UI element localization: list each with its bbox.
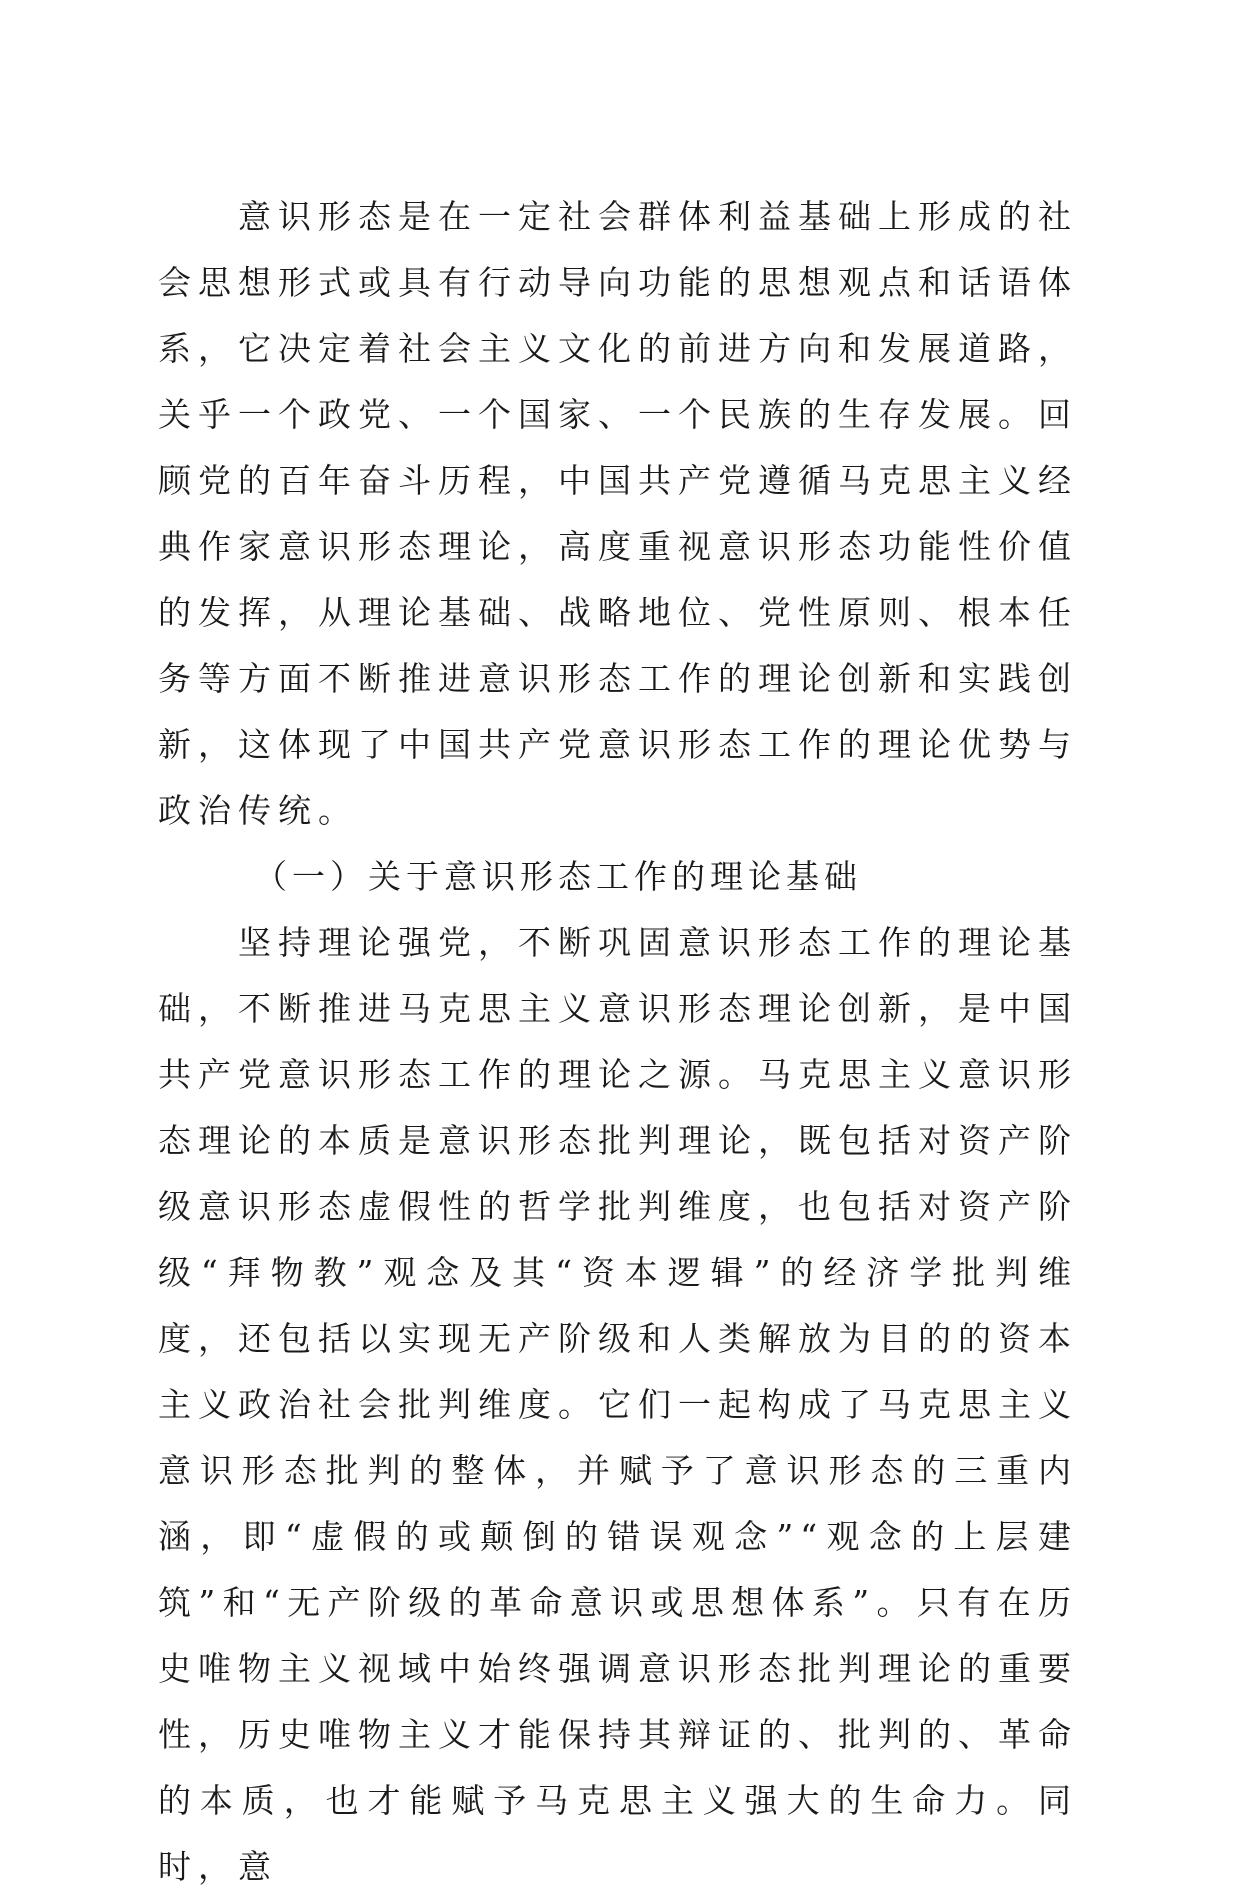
section-heading: （一）关于意识形态工作的理论基础	[254, 857, 862, 896]
theory-paragraph: 坚持理论强党，不断巩固意识形态工作的理论基础，不断推进马克思主义意识形态理论创新，是中国共产党意识形态工作的理论之源。马克思主义意识形态理论的本质是意识形态批判理论，既包括对资产阶级意识形态虚假性的哲学批判维度，也包括对资产阶级“拜物教”观念及其“资本逻辑”的经济学批判维度，还包括以实现无产阶级和人类解放为目的的资本主义政治社会批判维度。它们一起构成了马克思主义意识形态批判的整体，并赋予了意识形态的三重内涵，即“虚假的或颠倒的错误观念”“观念的上层建筑”和“无产阶级的革命意识或思想体系”。只有在历史唯物主义视域中始终强调意识形态批判理论的重要性，历史唯物主义才能保持其辩证的、批判的、革命的本质，也才能赋予马克思主义强大的生命力。同时，意	[158, 923, 1078, 1886]
intro-paragraph: 意识形态是在一定社会群体利益基础上形成的社会思想形式或具有行动导向功能的思想观点和话语体系，它决定着社会主义文化的前进方向和发展道路，关乎一个政党、一个国家、一个民族的生存发展。回顾党的百年奋斗历程，中国共产党遵循马克思主义经典作家意识形态理论，高度重视意识形态功能性价值的发挥，从理论基础、战略地位、党性原则、根本任务等方面不断推进意识形态工作的理论创新和实践创新，这体现了中国共产党意识形态工作的理论优势与政治传统。	[158, 197, 1078, 830]
document-body	[158, 184, 1078, 1900]
